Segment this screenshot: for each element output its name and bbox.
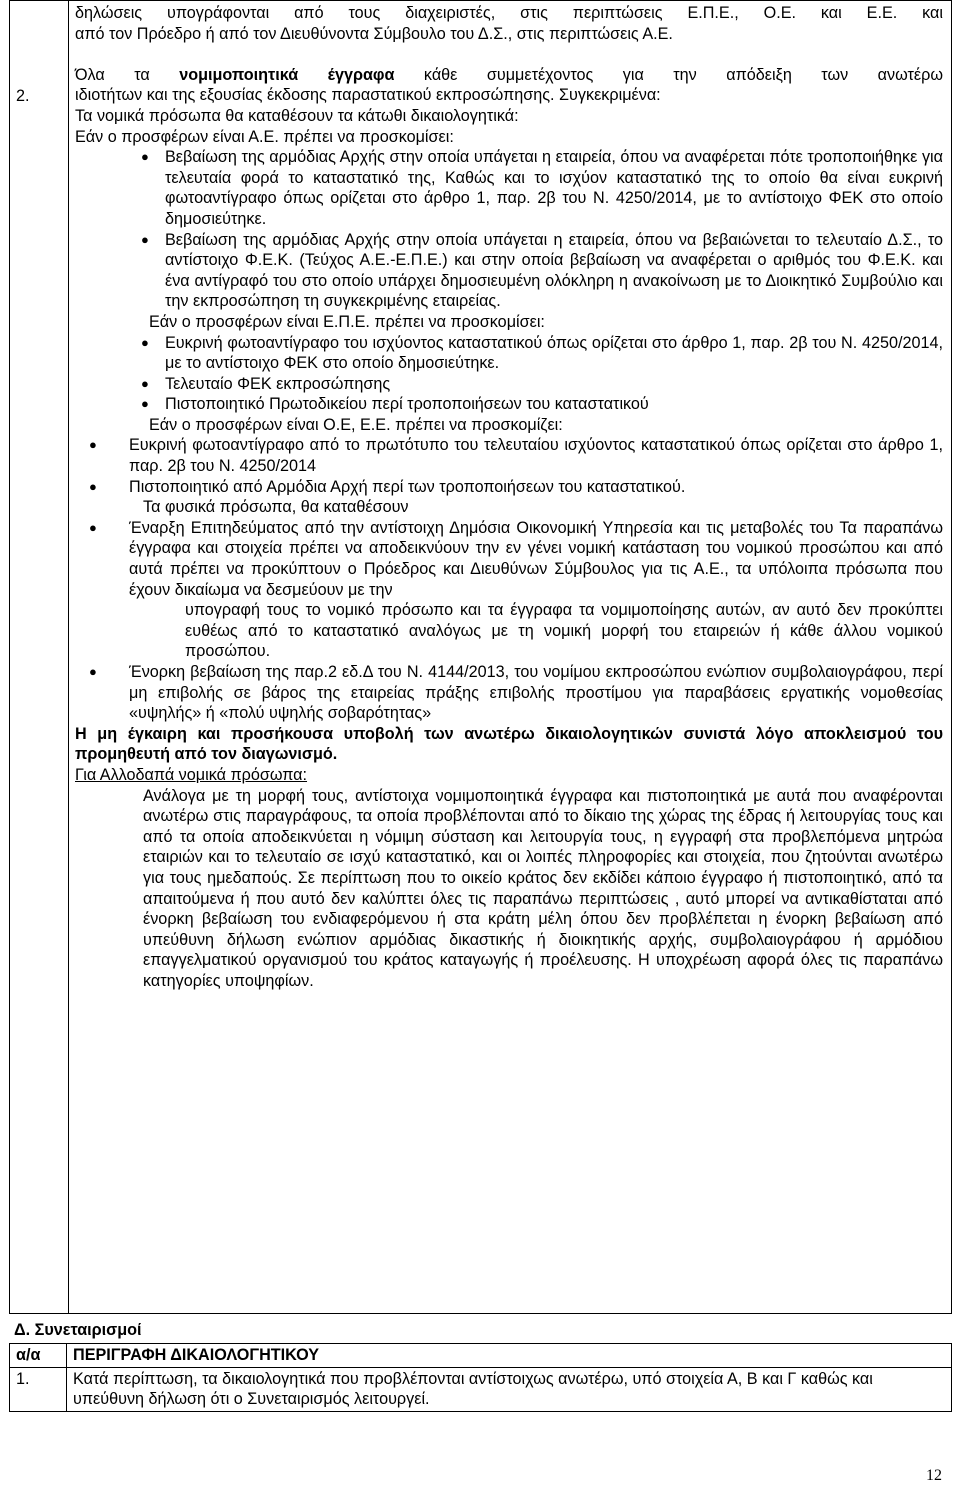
bullet-icon: ● bbox=[89, 519, 97, 535]
bullet-icon: ● bbox=[141, 149, 149, 165]
bold-warning: Η μη έγκαιρη και προσήκουσα υποβολή των ανωτέρω δικαιολογητικών συνιστά λόγο αποκλεισμού του προμηθευτή από τον διαγωνισμό. bbox=[75, 724, 943, 764]
bullet-icon: ● bbox=[89, 478, 97, 494]
continuation-line-1: δηλώσεις υπογράφονται από τους διαχειριστές, στις περιπτώσεις Ε.Π.Ε., Ο.Ε. και Ε.Ε. και bbox=[75, 4, 943, 22]
page-number: 12 bbox=[926, 1467, 942, 1484]
item2-line-3: Τα νομικά πρόσωπα θα καταθέσουν τα κάτωθι δικαιολογητικά: bbox=[75, 106, 519, 125]
item2-intro bbox=[75, 65, 943, 86]
column-header-number: α/α bbox=[10, 1344, 67, 1368]
bullet-icon: ● bbox=[141, 375, 149, 391]
column-header-description: ΠΕΡΙΓΡΑΦΗ ΔΙΚΑΙΟΛΟΓΗΤΙΚΟΥ bbox=[67, 1344, 952, 1368]
physical-bullet-2: ● Ένορκη βεβαίωση της παρ.2 εδ.Δ του Ν. 4144/2013, του νομίμου εκπροσώπου ενώπιον συμβολαιογράφου, περί μη επιβολής σε βάρος της εταιρείας πράξης επιβολής προστίμου για παραβάσεις εργατικής νομοθεσίας «υψηλής» ή «πολύ υψηλής σοβαρότητας» bbox=[89, 663, 943, 723]
bullet-icon: ● bbox=[141, 231, 149, 247]
item2-intro-a: Όλα τα bbox=[75, 65, 180, 84]
oe-bullet-1: ● Ευκρινή φωτοαντίγραφο από το πρωτότυπο του τελευταίου ισχύοντος καταστατικού όπως ορίζεται στο άρθρο 1, παρ. 2β του Ν. 4250/2014 bbox=[89, 436, 943, 476]
cooperatives-table bbox=[9, 1343, 952, 1412]
epe-bullet-1: ● Ευκρινή φωτοαντίγραφο του ισχύοντος καταστατικού όπως ορίζεται στο άρθρο 1, παρ. 2β του Ν. 4250/2014, με το αντίστοιχο ΦΕΚ στο οποίο δημοσιεύτηκε. bbox=[141, 333, 943, 373]
bullet-icon: ● bbox=[141, 396, 149, 412]
requirements-table bbox=[9, 0, 952, 1314]
number-column bbox=[10, 1, 69, 1314]
foreign-text: Ανάλογα με τη μορφή τους, αντίστοιχα νομιμοποιητικά έγγραφα και πιστοποιητικά με αυτά που αναφέρονται ανωτέρω στις παραγράφους, τα οποία προβλέπονται από το δίκαιο της χώρας της έδρας ή λειτουργίας τους και από τα οποία αποδεικνύεται η νόμιμη σύσταση και λειτουργία τους, η εγγραφή στα προβλεπόμενα μητρώα εταιριών και το τελευταίο σε ισχύ καταστατικό, και οι λοιπές πληροφορίες και στοιχεία, που ζητούνται ανωτέρω για τους ημεδαπούς. Σε περίπτωση που το οικείο κράτος δεν εκδίδει κάποιο έγγραφο ή πιστοποιητικό, από τα απαιτούμενα ή που αυτό δεν καλύπτει όλες τις παραπάνω περιπτώσεις , αυτό μπορεί να αντικαθίσταται από ένορκη βεβαίωση του ενδιαφερόμενου ή στα κράτη μέλη όπου δεν προβλέπεται η ένορκη βεβαίωση από υπεύθυνη δήλωση ενώπιον αρμόδιας δικαστικής ή διοικητικής αρχής, συμβολαιογράφου ή αρμόδιου επαγγελματικού οργανισμού του κράτος καταγωγής ή προέλευσης. Η υποχρέωση αφορά όλες τις παραπάνω κατηγορίες υποψηφίων. bbox=[143, 786, 943, 990]
epe-bullet-2: ● Τελευταίο ΦΕΚ εκπροσώπησης bbox=[141, 374, 391, 393]
bullet-icon: ● bbox=[89, 437, 97, 453]
item2-intro-bold: νομιμοποιητικά έγγραφα bbox=[179, 65, 395, 84]
section-title: Δ. Συνεταιρισμοί bbox=[14, 1321, 142, 1339]
foreign-heading: Για Αλλοδαπά νομικά πρόσωπα: bbox=[75, 765, 308, 784]
row-number: 1. bbox=[10, 1367, 67, 1411]
physical-bullet-1-cont: υπογραφή τους το νομικό πρόσωπο και τα έγγραφα τα νομιμοποίησης αυτών, αν αυτό δεν προκύπτει ευθέως από το καταστατικό αναλόγως με τη νομική μορφή του εταιρειών ή κάθε άλλου νομικού προσώπου. bbox=[185, 601, 943, 661]
oe-bullet-2: ● Πιστοποιητικό από Αρμόδια Αρχή περί των τροποποιήσεων του καταστατικού. bbox=[89, 477, 686, 496]
bullet-icon: ● bbox=[89, 664, 97, 679]
ae-bullet-2: ● Βεβαίωση της αρμόδιας Αρχής στην οποία υπάγεται η εταιρεία, όπου να βεβαιώνεται το τελευταίο Δ.Σ., το αντίστοιχο Φ.Ε.Κ. (Τεύχος Α.Ε.-Ε.Π.Ε.) και στην οποία βεβαίωση να αναφέρεται ο αριθμός του Φ.Ε.Κ. και ένα αντίγραφό του στο οποίο υπάρχει δημοσιευμένη ολόκληρη η ανακοίνωση με το Διοικητικό Συμβούλιο και την εκπροσώπηση τη συγκεκριμένης εταιρείας. bbox=[141, 230, 943, 311]
continuation-line-2: από τον Πρόεδρο ή από τον Διευθύνοντα Σύμβουλο του Δ.Σ., στις περιπτώσεις Α.Ε. bbox=[75, 24, 673, 43]
physical-bullet-1: ● Έναρξη Επιτηδεύματος από την αντίστοιχη Δημόσια Οικονομική Υπηρεσία και τις μεταβολές του Τα παραπάνω έγγραφα και στοιχεία πρέπει να αποδεικνύουν την εν γένει νομική κατάσταση του νομικού προσώπου και από αυτά πρέπει να προκύπτουν ο Πρόεδρος και Διευθύνων Σύμβουλος για τις Α.Ε., τα υπόλοιπα πρόσωπα που έχουν δικαίωμα να δεσμεύουν με την bbox=[89, 518, 943, 599]
item2-line-2: ιδιοτήτων και της εξουσίας έκδοσης παραστατικού εκπροσώπησης. Συγκεκριμένα: bbox=[75, 86, 661, 105]
ae-heading: Εάν ο προσφέρων είναι Α.Ε. πρέπει να προσκομίσει: bbox=[75, 127, 454, 146]
epe-bullet-3: ● Πιστοποιητικό Πρωτοδικείου περί τροποποιήσεων του καταστατικού bbox=[141, 395, 649, 414]
oe-heading: Εάν ο προσφέρων είναι Ο.Ε, Ε.Ε. πρέπει να προσκομίζει: bbox=[149, 415, 563, 434]
ae-bullet-1: ● Βεβαίωση της αρμόδιας Αρχής στην οποία υπάγεται η εταιρεία, όπου να αναφέρεται πότε τροποποιήθηκε για τελευταία φορά το καταστατικό της, Καθώς και το ισχύον καταστατικό της το οποίο θα είναι ευκρινή φωτοαντίγραφο όπως ορίζεται στο άρθρο 1, παρ. 2β του Ν. 4250/2014, με το αντίστοιχο ΦΕΚ στο οποίο δημοσιεύτηκε. bbox=[141, 148, 943, 228]
row-description: Κατά περίπτωση, τα δικαιολογητικά που προβλέπονται αντίστοιχως ανωτέρω, υπό στοιχεία Α, Β και Γ καθώς και υπεύθυνη δήλωση ότι ο Συνεταιρισμός λειτουργεί. bbox=[67, 1367, 952, 1411]
bullet-icon: ● bbox=[141, 334, 149, 350]
item2-intro-b: κάθε συμμετέχοντος για την απόδειξη των ανωτέρω bbox=[394, 65, 943, 84]
table-header-row bbox=[10, 1344, 952, 1368]
epe-heading: Εάν ο προσφέρων είναι Ε.Π.Ε. πρέπει να προσκομίσει: bbox=[149, 312, 545, 331]
table-row bbox=[10, 1367, 952, 1411]
description-column bbox=[69, 1, 952, 1314]
physical-heading: Τα φυσικά πρόσωπα, θα καταθέσουν bbox=[143, 498, 409, 517]
item-number: 2. bbox=[16, 87, 30, 105]
